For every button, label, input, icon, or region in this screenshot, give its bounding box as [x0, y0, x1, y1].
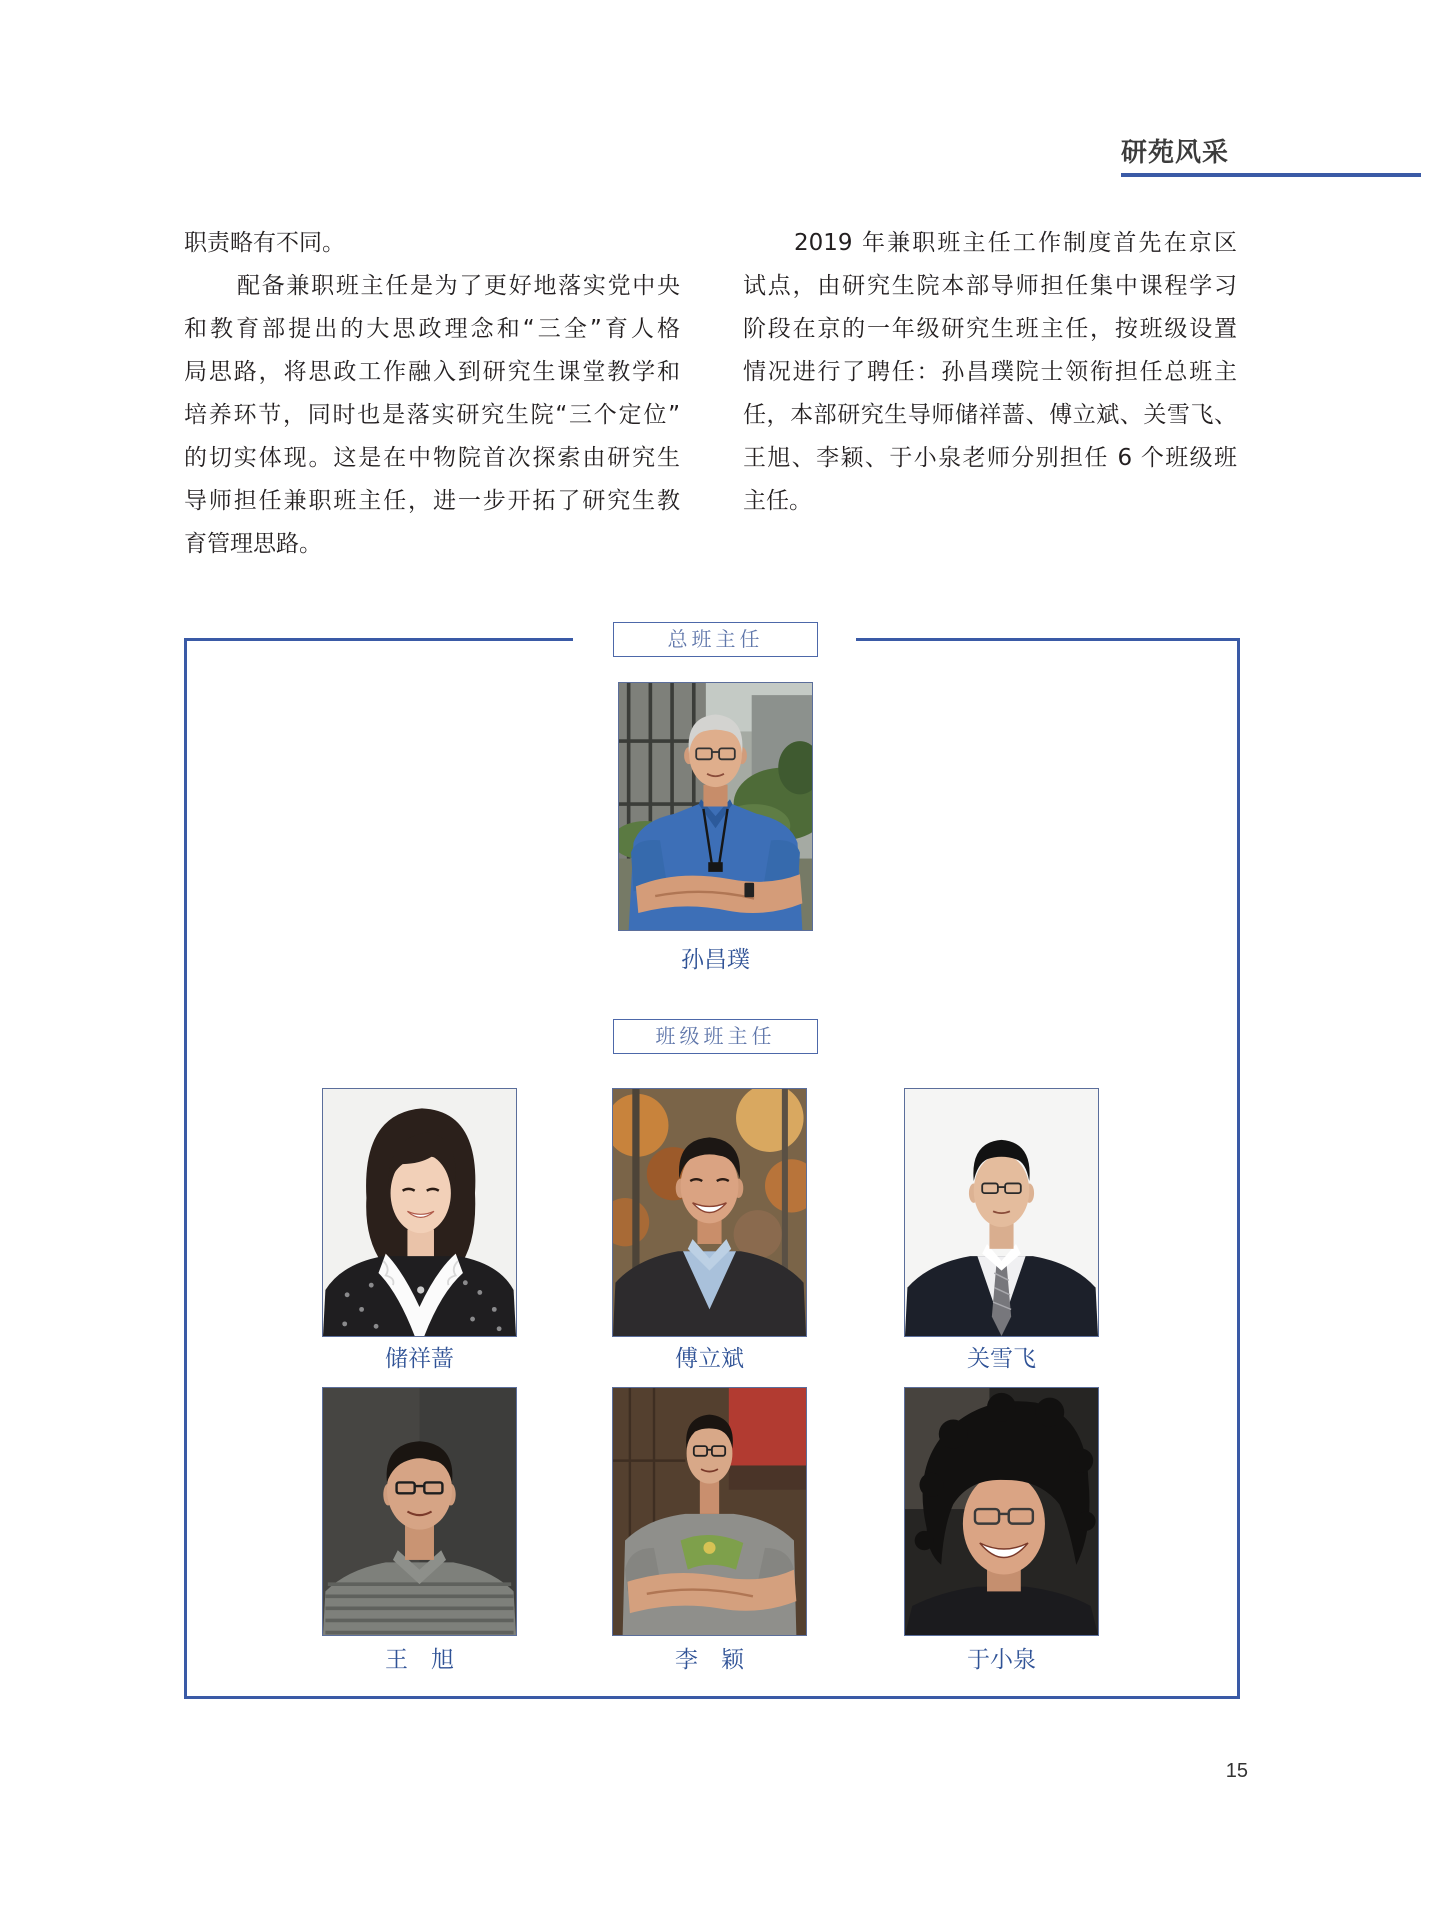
head-teacher-photo: [619, 683, 812, 930]
body-text-line: 育管理思路。: [184, 531, 322, 557]
body-text-line: 培养环节，同时也是落实研究生院“三个定位”: [184, 402, 680, 428]
page-number: 15: [1225, 1760, 1248, 1782]
body-text-line: 情况进行了聘任：孙昌璞院士领衔担任总班主: [743, 359, 1237, 385]
body-text-line: 的切实体现。这是在中物院首次探索由研究生: [184, 445, 680, 471]
class-teacher-photo-frame: [612, 1387, 807, 1636]
frame-border-left: [184, 638, 187, 1699]
class-teacher-photo: [613, 1089, 806, 1336]
body-text-line: 任，本部研究生导师储祥蔷、傅立斌、关雪飞、: [743, 402, 1237, 428]
class-teacher-name: 关雪飞: [967, 1346, 1036, 1372]
class-teacher-photo: [323, 1388, 516, 1635]
body-text-line: 王旭、李颖、于小泉老师分别担任 6 个班级班: [743, 445, 1237, 471]
class-teacher-name: 傅立斌: [675, 1346, 744, 1372]
class-teacher-name: 李 颖: [675, 1647, 744, 1673]
body-text-line: 和教育部提出的大思政理念和“三全”育人格: [184, 316, 680, 342]
head-teacher-photo-frame: [618, 682, 813, 931]
class-teacher-photo-frame: [904, 1088, 1099, 1337]
body-text-line: 2019 年兼职班主任工作制度首先在京区: [794, 230, 1237, 256]
body-text-line: 局思路，将思政工作融入到研究生课堂教学和: [184, 359, 680, 385]
body-text-line: 试点，由研究生院本部导师担任集中课程学习: [743, 273, 1237, 299]
frame-border-right: [1237, 638, 1240, 1699]
head-teacher-label: 总班主任: [613, 622, 818, 657]
class-teacher-photo: [905, 1089, 1098, 1336]
section-title: 研苑风采: [1121, 138, 1230, 168]
body-text-line: 导师担任兼职班主任，进一步开拓了研究生教: [184, 488, 680, 514]
frame-border-top-left: [184, 638, 573, 641]
left-text-column: [184, 222, 680, 566]
body-text-line: 主任。: [743, 488, 812, 514]
class-teacher-photo-frame: [904, 1387, 1099, 1636]
class-teacher-name: 储祥蔷: [385, 1346, 454, 1372]
body-text-line: 配备兼职班主任是为了更好地落实党中央: [237, 273, 680, 299]
body-text-line: 职责略有不同。: [184, 230, 345, 256]
class-teacher-photo-frame: [322, 1387, 517, 1636]
class-teacher-photo: [905, 1388, 1098, 1635]
frame-border-top-right: [856, 638, 1240, 641]
section-title-underline: [1121, 173, 1421, 177]
class-teacher-photo-frame: [612, 1088, 807, 1337]
right-text-column: [743, 222, 1237, 523]
class-teacher-photo: [613, 1388, 806, 1635]
class-teacher-name: 王 旭: [385, 1647, 454, 1673]
frame-border-bottom: [184, 1696, 1240, 1699]
class-teacher-photo-frame: [322, 1088, 517, 1337]
body-text-line: 阶段在京的一年级研究生班主任，按班级设置: [743, 316, 1237, 342]
class-teacher-name: 于小泉: [967, 1647, 1036, 1673]
head-teacher-name: 孙昌璞: [681, 947, 750, 973]
class-teachers-label: 班级班主任: [613, 1019, 818, 1054]
class-teacher-photo: [323, 1089, 516, 1336]
